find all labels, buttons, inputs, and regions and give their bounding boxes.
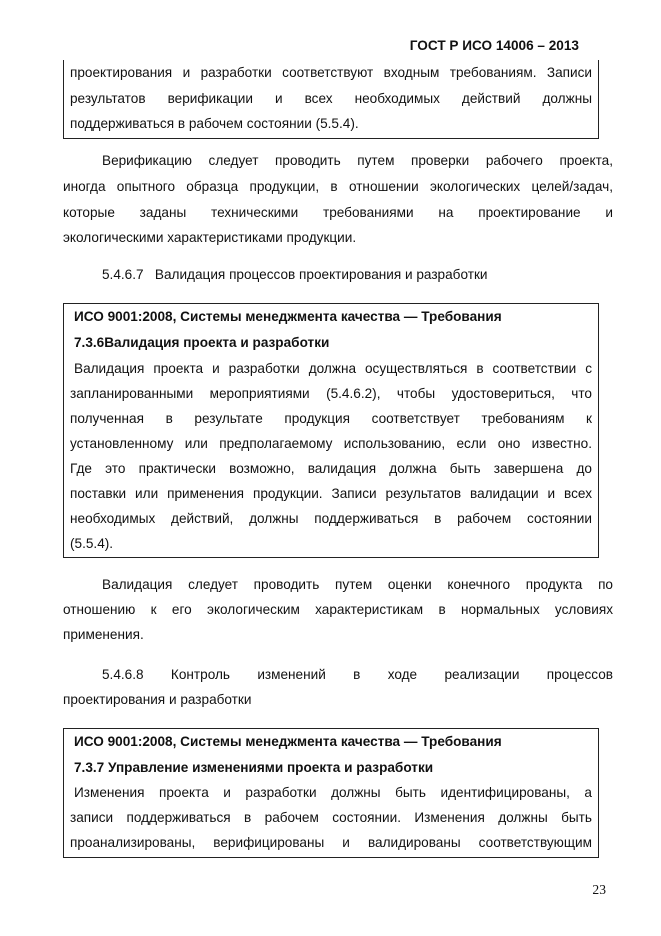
paragraph-line: Верификацию следует проводить путем проверки рабочего проекта, bbox=[102, 153, 613, 168]
page-header: ГОСТ Р ИСО 14006 – 2013 bbox=[409, 38, 579, 53]
box2-title: ИСО 9001:2008, Системы менеджмента качества — Требования bbox=[74, 309, 502, 324]
box2-line: установленному или предполагаемому использованию, если оно известно. bbox=[70, 436, 592, 451]
page-number: 23 bbox=[592, 882, 606, 897]
box3-title: ИСО 9001:2008, Системы менеджмента качества — Требования bbox=[74, 734, 502, 749]
box2-line: полученная в результате продукция соответствует требованиям к bbox=[70, 411, 592, 426]
section-heading: 5.4.6.7 Валидация процессов проектирования и разработки bbox=[102, 267, 488, 282]
box3-line: Изменения проекта и разработки должны быть идентифицированы, а bbox=[74, 785, 592, 800]
box2-line: Где это практически возможно, валидация должна быть завершена до bbox=[70, 461, 592, 476]
box1-line: результатов верификации и всех необходимых действий должны bbox=[70, 91, 592, 106]
paragraph-line: иногда опытного образца продукции, в отношении экологических целей/задач, bbox=[63, 179, 613, 194]
paragraph-line: экологическими характеристиками продукции. bbox=[63, 230, 357, 245]
box2-line: (5.5.4). bbox=[70, 536, 114, 551]
paragraph-line: Валидация следует проводить путем оценки конечного продукта по bbox=[102, 577, 613, 592]
section-heading: проектирования и разработки bbox=[63, 692, 252, 707]
paragraph-line: применения. bbox=[63, 627, 144, 642]
paragraph-line: отношению к его экологическим характеристикам в нормальных условиях bbox=[63, 602, 613, 617]
section-heading: 5.4.6.8 Контроль изменений в ходе реализации процессов bbox=[102, 667, 613, 682]
box2-line: Валидация проекта и разработки должна осуществляться в соответствии с bbox=[74, 361, 592, 376]
box2-line: запланированными мероприятиями (5.4.6.2), чтобы удостовериться, что bbox=[70, 386, 592, 401]
paragraph-line: которые заданы техническими требованиями на проектирование и bbox=[63, 205, 613, 220]
box2-line: необходимых действий, должны поддерживаться в рабочем состоянии bbox=[70, 511, 592, 526]
box3-line: проанализированы, верифицированы и валидированы соответствующим bbox=[70, 835, 592, 850]
box2-line: поставки или применения продукции. Записи результатов валидации и всех bbox=[70, 486, 592, 501]
box2-subtitle: 7.3.6Валидация проекта и разработки bbox=[74, 335, 330, 350]
box1-line: проектирования и разработки соответствуют входным требованиям. Записи bbox=[70, 65, 592, 80]
box1-line: поддерживаться в рабочем состоянии (5.5.4). bbox=[70, 116, 359, 131]
box3-line: записи поддерживаться в рабочем состоянии. Изменения должны быть bbox=[70, 810, 592, 825]
box3-subtitle: 7.3.7 Управление изменениями проекта и разработки bbox=[74, 760, 434, 775]
